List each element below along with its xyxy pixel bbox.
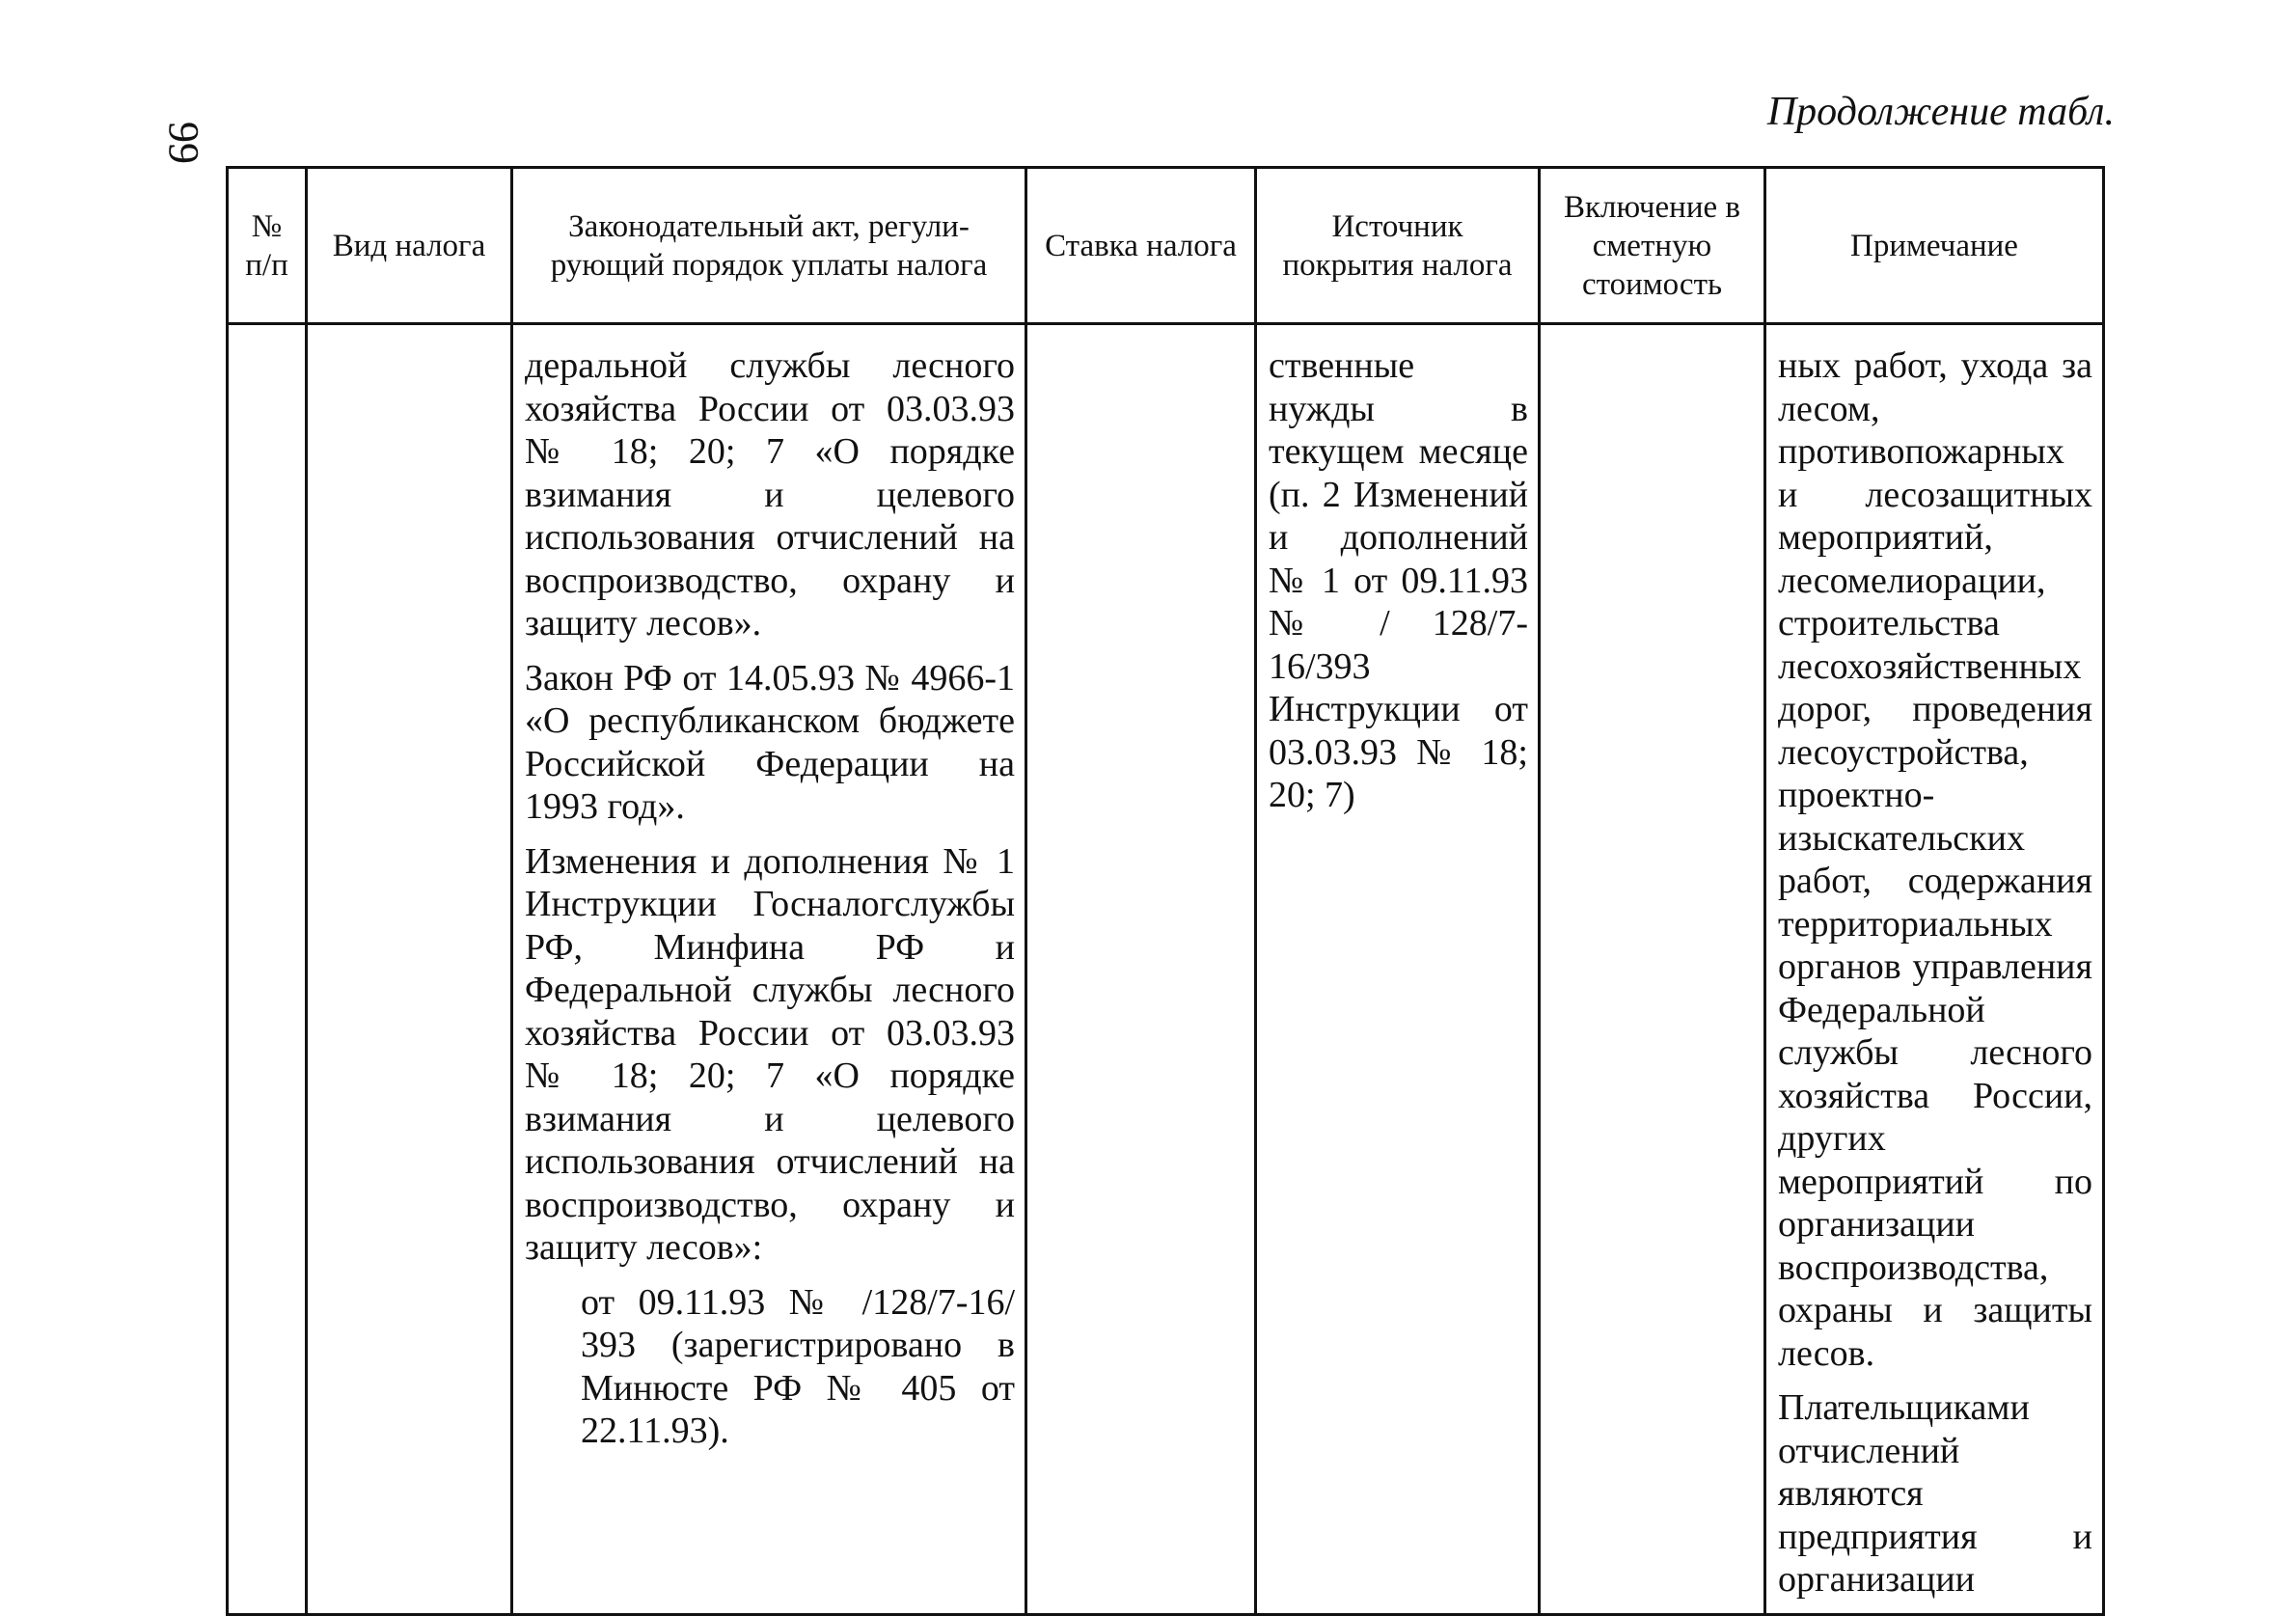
page-number: 99	[160, 122, 207, 164]
tax-table	[226, 166, 2105, 1616]
legislative-act-paragraph: Изменения и дополнения № 1 Инструкции Госналогслужбы РФ, Минфина РФ и Федеральной службы лесного хозяйства России от 03.03.93 № 18; 20; 7 «О порядке взимания и целевого использования отчислений на воспроизводство, охрану и защиту лесов»:	[525, 840, 1015, 1268]
cell-legislative-act	[512, 324, 1026, 1615]
legislative-act-indented-paragraph: от 09.11.93 № /128/7-16/ 393 (зарегистрировано в Минюсте РФ № 405 от 22.11.93).	[581, 1281, 1015, 1451]
table-header-row	[228, 168, 2104, 324]
cell-number	[228, 324, 307, 1615]
header-coverage-source: Источник покрытия налога	[1256, 168, 1540, 324]
cell-tax-type	[307, 324, 512, 1615]
header-note: Примечание	[1765, 168, 2104, 324]
legislative-act-paragraph: деральной службы лесного хозяйства России от 03.03.93 № 18; 20; 7 «О порядке взимания и целевого использования отчислений на воспроизводство, охрану и защиту лесов».	[525, 345, 1015, 644]
coverage-source-text: ственные нужды в текущем месяце (п. 2 Изменений и дополнений № 1 от 09.11.93 № / 128/7-16/393 Инструкции от 03.03.93 № 18; 20; 7)	[1269, 345, 1528, 815]
cell-tax-rate	[1026, 324, 1256, 1615]
header-tax-type: Вид налога	[307, 168, 512, 324]
header-number: № п/п	[228, 168, 307, 324]
header-legislative-act: Законодательный акт, регули-рующий порядок уплаты налога	[512, 168, 1026, 324]
note-paragraph: Плательщиками отчислений являются предприятия и организации	[1778, 1387, 2092, 1600]
header-tax-rate: Ставка налога	[1026, 168, 1256, 324]
legislative-act-paragraph: Закон РФ от 14.05.93 № 4966-1 «О республиканском бюджете Российской Федерации на 1993 год».	[525, 657, 1015, 827]
cell-coverage-source	[1256, 324, 1540, 1615]
header-estimate-inclusion: Включение в сметную стоимость	[1540, 168, 1765, 324]
cell-estimate-inclusion	[1540, 324, 1765, 1615]
note-paragraph: ных работ, ухода за лесом, противопожарных и лесозащитных мероприятий, лесомелиорации, строительства лесохозяйственных дорог, проведения лесоустройства, проектно-изыскательских работ, содержания территориальных органов управления Федеральной службы лесного хозяйства России, других мероприятий по организации воспроизводства, охраны и защиты лесов.	[1778, 345, 2092, 1374]
table-continuation-label: Продолжение табл.	[1766, 90, 2115, 134]
table-row	[228, 324, 2104, 1615]
cell-note	[1765, 324, 2104, 1615]
